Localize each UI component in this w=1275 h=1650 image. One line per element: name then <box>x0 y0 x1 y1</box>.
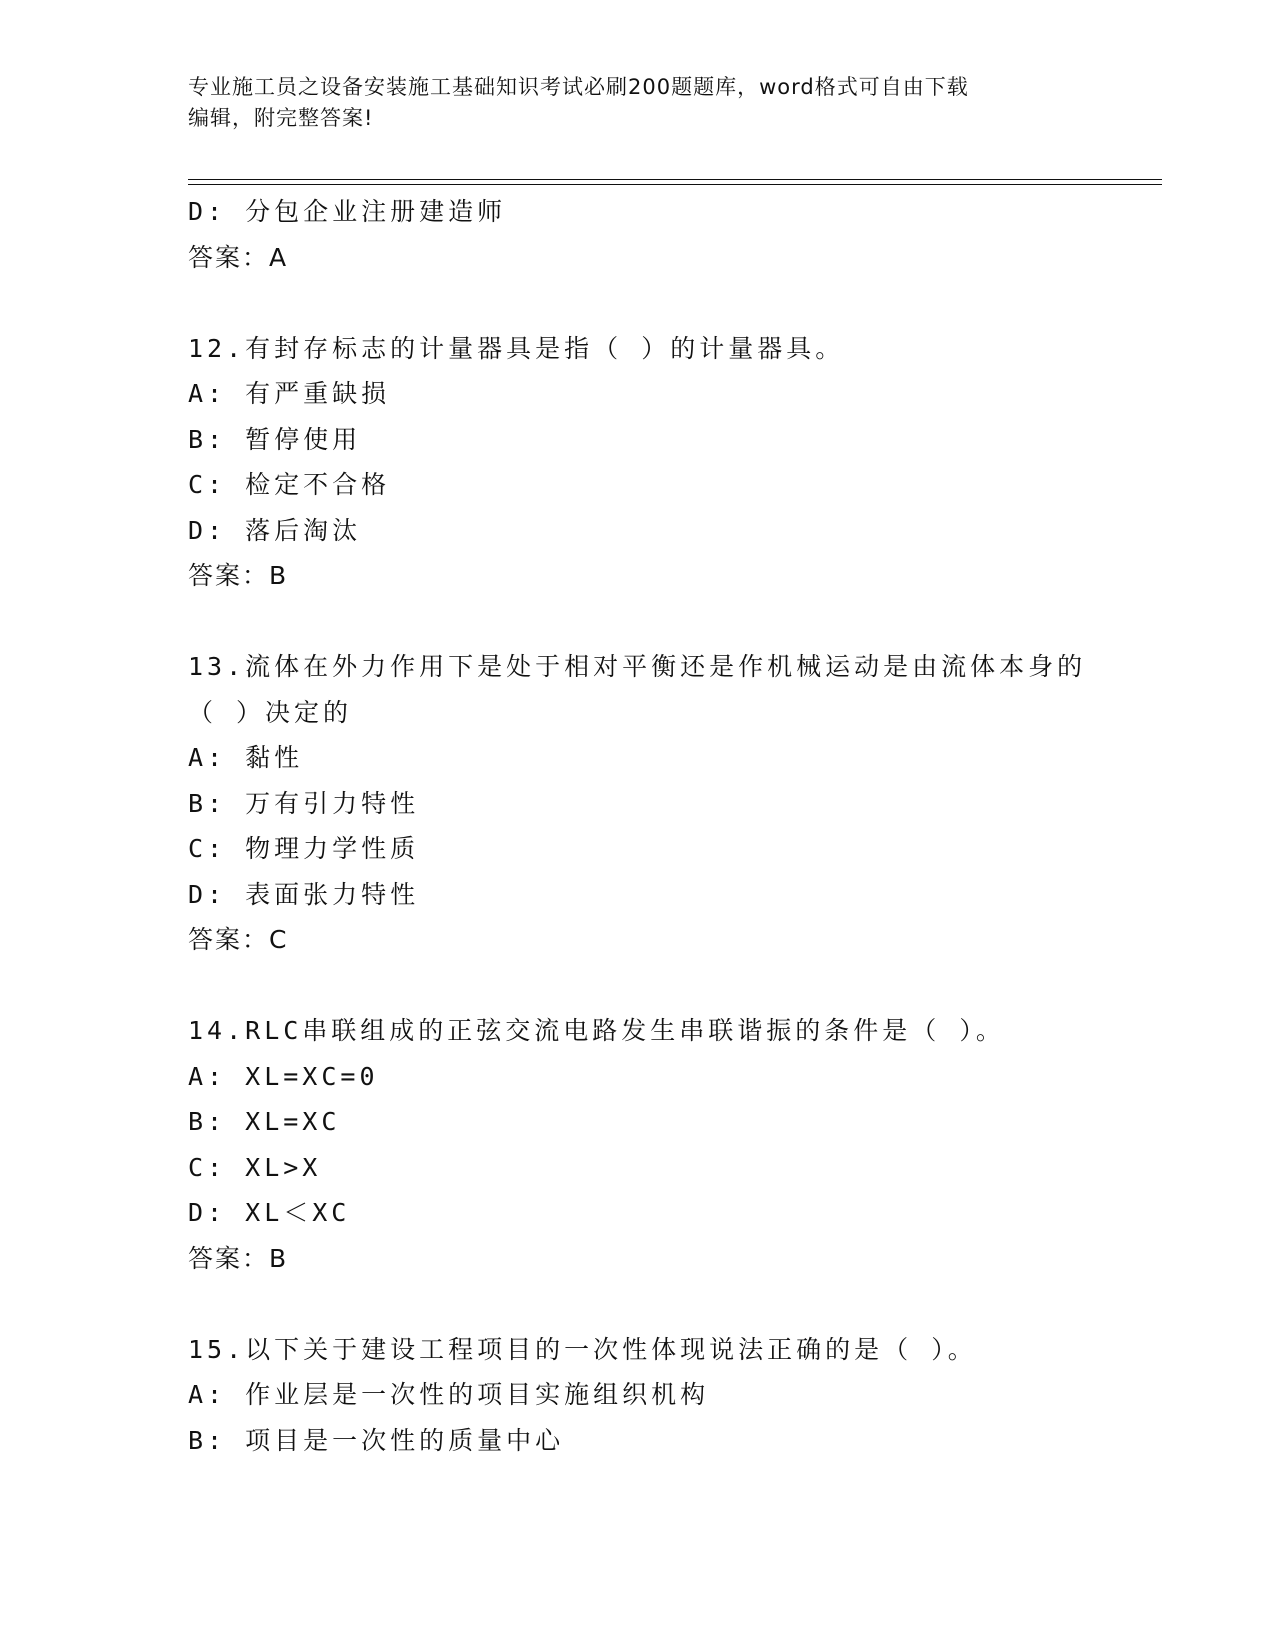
header-divider-bottom <box>188 184 1162 185</box>
option-c: C: 物理力学性质 <box>188 834 420 863</box>
option-b: B: XL=XC <box>188 1107 341 1136</box>
spacer <box>188 280 1088 326</box>
question-stem: 13.流体在外力作用下是处于相对平衡还是作机械运动是由流体本身的 <box>188 652 1087 681</box>
header-title-line1: 专业施工员之设备安装施工基础知识考试必刷200题题库，word格式可自由下载 <box>188 75 969 99</box>
option-d: D: 落后淘汰 <box>188 515 362 545</box>
spacer <box>188 1281 1088 1327</box>
question-stem: 12.有封存标志的计量器具是指（ ）的计量器具。 <box>188 333 845 363</box>
question-stem: 14.RLC串联组成的正弦交流电路发生串联谐振的条件是（ ）。 <box>188 1016 1005 1045</box>
option-a: A: 作业层是一次性的项目实施组织机构 <box>188 1380 710 1409</box>
header-title-line2: 编辑，附完整答案! <box>188 106 374 130</box>
option-a: A: 有严重缺损 <box>188 379 391 408</box>
option-a: A: 黏性 <box>188 743 304 772</box>
option-d: D: 表面张力特性 <box>188 879 420 909</box>
option-c: C: 检定不合格 <box>188 470 391 499</box>
question-12 <box>188 326 1088 599</box>
option-c: C: XL>X <box>188 1152 322 1182</box>
option-b: B: 项目是一次性的质量中心 <box>188 1425 565 1455</box>
answer: 答案：C <box>188 925 289 954</box>
document-header <box>188 72 1068 134</box>
spacer <box>188 963 1088 1009</box>
question-list <box>188 189 1088 1463</box>
option-b: B: 暂停使用 <box>188 424 362 454</box>
question-13 <box>188 644 1088 963</box>
question-stem: 15.以下关于建设工程项目的一次性体现说法正确的是（ ）。 <box>188 1334 977 1364</box>
question-stem-continued: （ ）决定的 <box>188 697 353 727</box>
header-divider-top <box>188 179 1162 180</box>
question-14 <box>188 1008 1088 1281</box>
option-a: A: XL=XC=0 <box>188 1061 379 1091</box>
option-b: B: 万有引力特性 <box>188 788 420 818</box>
answer: 答案：B <box>188 561 289 590</box>
spacer <box>188 599 1088 645</box>
question-15 <box>188 1327 1088 1464</box>
prev-option-d: D: 分包企业注册建造师 <box>188 197 507 226</box>
option-d: D: XL＜XC <box>188 1198 351 1227</box>
answer: 答案：B <box>188 1243 289 1273</box>
prev-answer: 答案：A <box>188 242 289 272</box>
